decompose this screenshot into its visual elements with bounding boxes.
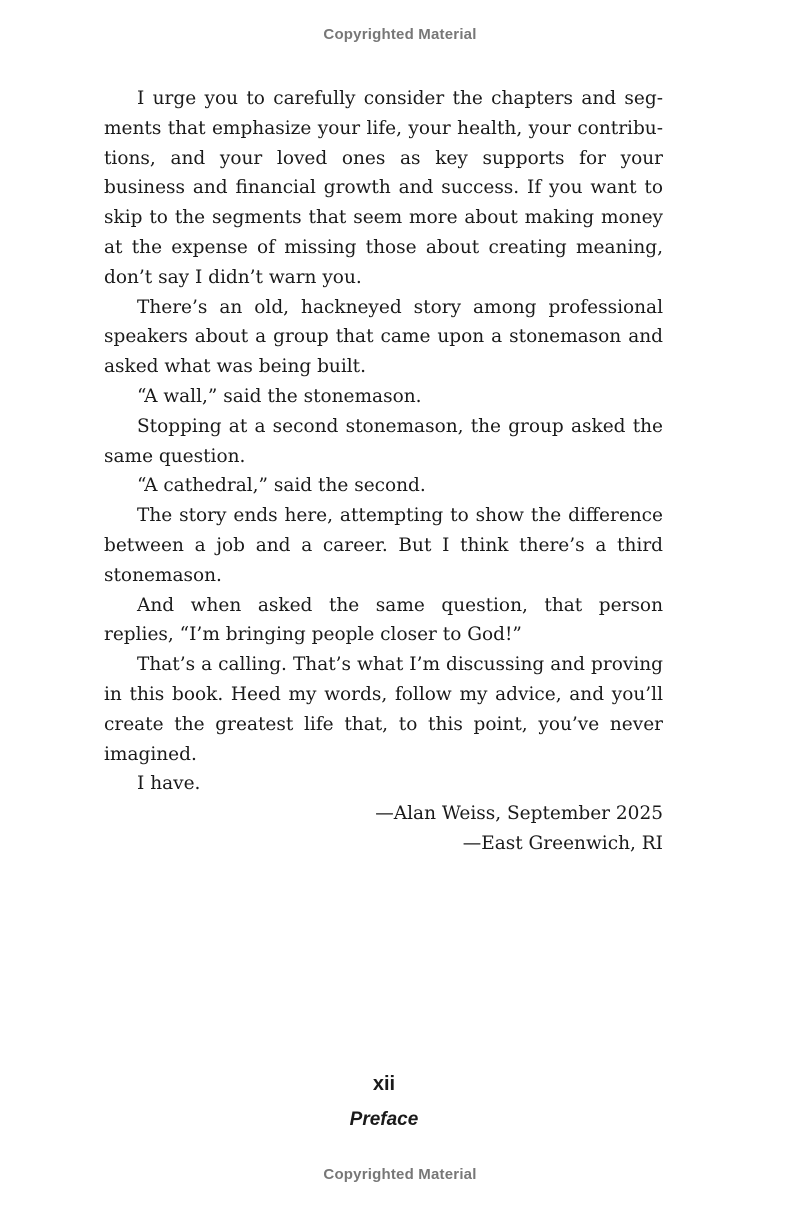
copyright-footer: Copyrighted Material bbox=[323, 1166, 477, 1183]
copyright-header: Copyrighted Material bbox=[323, 26, 477, 43]
paragraph: I urge you to carefully consider the chapters and segments that emphasize your life, your health, your contributions, and your loved ones as key supports for your business and financial growth and success. If you want to skip to the segments that seem more about making money at the expense of missing those about creating meaning, don’t say I didn’t warn you. bbox=[104, 88, 663, 288]
paragraph: There’s an old, hackneyed story among professional speakers about a group that came upon a stonemason and asked what was being built. bbox=[104, 296, 663, 378]
signature-block bbox=[104, 799, 663, 859]
signature-author: —Alan Weiss, September 2025 bbox=[375, 803, 663, 825]
paragraph: And when asked the same question, that person replies, “I’m bringing people closer to God!” bbox=[104, 594, 663, 646]
paragraph: I have. bbox=[137, 773, 201, 795]
paragraph: The story ends here, attempting to show the difference between a job and a career. But I think there’s a third stonemason. bbox=[104, 505, 663, 586]
paragraph: That’s a calling. That’s what I’m discussing and proving in this book. Heed my words, follow my advice, and you’ll create the greatest life that, to this point, you’ve never imagined. bbox=[104, 654, 663, 765]
running-footer-section: Preface bbox=[349, 1109, 419, 1130]
preface-body bbox=[104, 84, 663, 859]
signature-place: —East Greenwich, RI bbox=[462, 832, 663, 854]
page-number: xii bbox=[372, 1073, 396, 1095]
paragraph: “A cathedral,” said the second. bbox=[137, 475, 426, 497]
paragraph: “A wall,” said the stonemason. bbox=[137, 385, 422, 407]
paragraph: Stopping at a second stonemason, the group asked the same question. bbox=[104, 415, 663, 467]
